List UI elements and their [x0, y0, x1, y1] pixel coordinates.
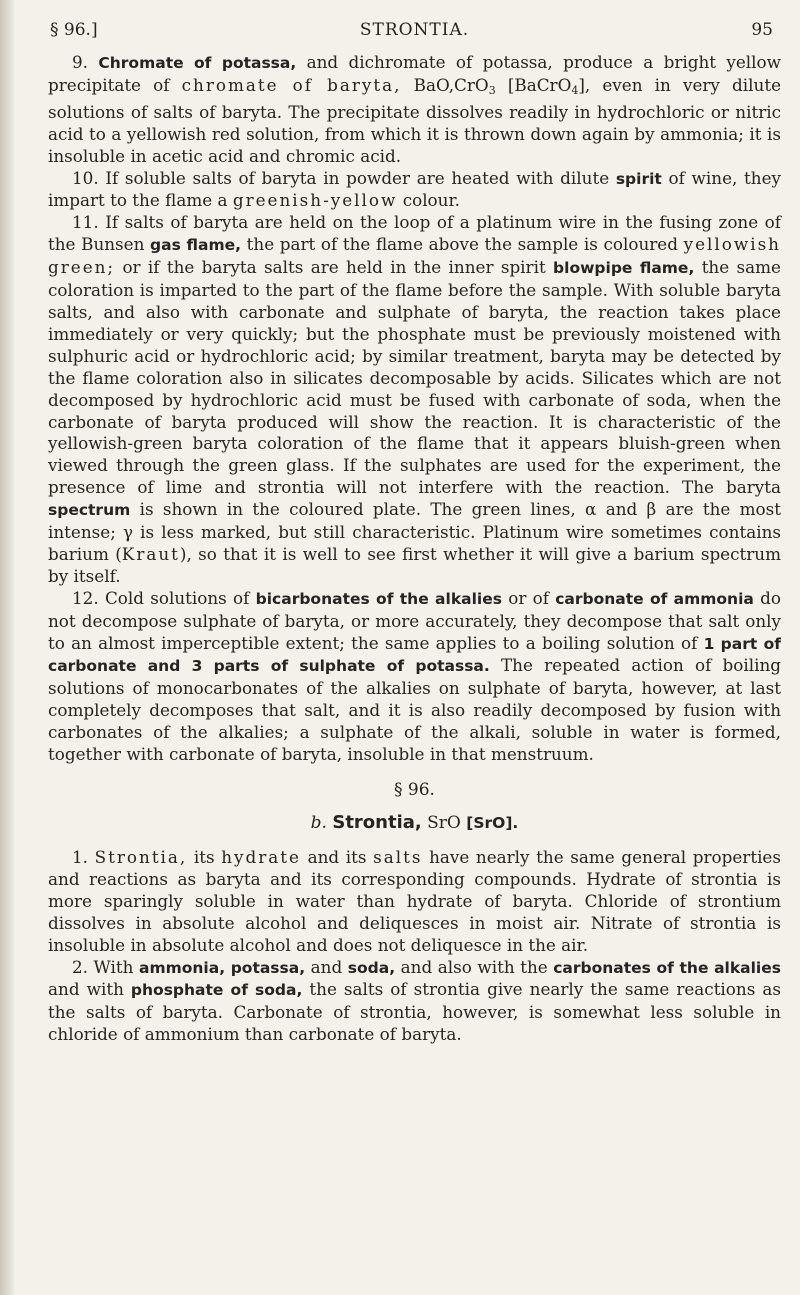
text-run: have nearly the same general properties and reactions as baryta and its corresponding compounds. Hydrate of strontia is more sparingly soluble in water than hydrate of baryta. Chloride of strontium dissolves in absolute alcohol and deliquesces in moist air. Nitrate of strontia is insoluble in absolute alcohol and does not deliquesce in the air. — [48, 847, 781, 955]
text-run: 11. If salts of baryta are held on the loop of a platinum wire in the fusing zone of the Bunsen — [48, 212, 781, 255]
spaced-term: greenish-yellow — [232, 190, 398, 211]
strontia-paragraph-1 — [48, 847, 781, 957]
text-run: ), so that it is well to see first whether it will give a barium spectrum by itself. — [48, 543, 782, 586]
bold-term: carbonate of — [555, 589, 668, 608]
text-run: 10. If soluble salts of baryta in powder are heated with dilute — [72, 167, 616, 188]
text-run: or of — [501, 587, 556, 608]
paragraph-12 — [48, 588, 781, 766]
text-run: and its — [300, 847, 374, 867]
text-run: and also with the — [395, 956, 554, 977]
text-run: and with — [48, 979, 131, 1000]
strontia-paragraph-2 — [48, 957, 781, 1047]
header-title: STRONTIA. — [359, 20, 470, 40]
text-run: of wine, they impart to the flame a — [48, 167, 781, 211]
header-section-ref: § 96.] — [50, 20, 98, 40]
paragraph-9 — [48, 52, 781, 168]
spaced-term: salts — [373, 847, 423, 867]
paragraph-11 — [48, 212, 781, 587]
text-run: 12. Cold solutions of — [72, 587, 256, 608]
text-run: [BaCrO — [495, 74, 572, 95]
bold-term: spirit — [615, 169, 662, 188]
subsection-letter: b. — [310, 813, 327, 833]
page-gutter-edge — [0, 0, 14, 1295]
text-run: and — [305, 956, 348, 977]
subscript: 3 — [488, 83, 496, 97]
text-run: BaO,CrO — [401, 74, 489, 95]
bold-term: 1 part of carbonate and 3 parts of sulphate of potassa. — [48, 634, 781, 676]
text-run: is shown in the coloured plate. The green lines, α and β are the most intense; γ is less marked, but still characteristic. Platinum wire sometimes contains barium ( — [48, 499, 781, 564]
text-run: or if the baryta salts are held in the inner spirit — [115, 257, 554, 278]
text-run: The repeated action of boiling solutions of monocarbonates of the alkalies on sulphate of baryta, however, at last completely decomposes that salt, and it is also readily decomposed by fusion with carbonates of the alkalies; a sulphate of the alkali, soluble in water is formed, together with carbonate of baryta, insoluble in that menstruum. — [48, 655, 781, 765]
bold-term: Chromate of potassa, — [98, 54, 297, 72]
spaced-term: Strontia, — [94, 847, 188, 867]
running-head — [48, 20, 781, 44]
page-number: 95 — [751, 20, 773, 40]
paragraph-10 — [48, 168, 781, 213]
spaced-term: hydrate — [221, 847, 301, 867]
bold-term: gas flame, — [150, 236, 242, 255]
text-run: its — [187, 847, 222, 867]
text-run: the part of the flame above the sample is coloured — [241, 234, 684, 255]
bold-term: bicarbonates of the alkalies — [255, 589, 502, 608]
spaced-term: Kraut — [121, 543, 180, 564]
text-run: ], even in very dilute solutions of salts of baryta. The precipitate dissolves readily in hydrochloric or nitric acid to a yellowish red solution, from which it is thrown down again by ammonia; it is insoluble in acetic acid and chromic acid. — [48, 74, 781, 166]
book-page — [48, 0, 781, 1295]
section-heading: § 96. — [394, 780, 435, 800]
subsection-formula: SrO — [427, 813, 461, 833]
spaced-term: yellowish green; — [48, 234, 781, 278]
subsection-title — [48, 812, 781, 833]
text-run: and dichromate of potassa, produce a bright yellow precipitate of — [48, 52, 781, 95]
text-run: the same coloration is imparted to the part of the flame before the sample. With soluble baryta salts, and also with carbonate and sulphate of baryta, the reaction takes place immediately or very quickly; but the phosphate must be previously moistened with sulphuric acid or hydrochloric acid; by similar treatment, baryta may be detected by the flame coloration also in silicates decomposable by acids. Silicates which are not decomposed by hydrochloric acid must be fused with carbonate of soda, when the carbonate of baryta produced will show the reaction. It is characteristic of the yellowish-green baryta coloration of the flame that it appears bluish-green when viewed through the green glass. If the sulphates are used for the experiment, the presence of lime and strontia will not interfere with the reaction. The baryta — [48, 257, 781, 498]
bold-term: ammonia — [673, 589, 754, 608]
page-body — [48, 52, 781, 1046]
subsection-name: Strontia, — [332, 812, 422, 833]
text-run: colour. — [397, 190, 460, 211]
text-run: do not decompose sulphate of baryta, or more accurately, they decompose that salt only to an almost imperceptible extent; the same applies to a boiling solution of — [48, 587, 781, 653]
bold-term: blowpipe flame, — [553, 259, 695, 278]
text-run: the salts of strontia give nearly the same reactions as the salts of baryta. Carbonate of strontia, however, is somewhat less soluble in chloride of ammonium than carbonate of baryta. — [48, 979, 781, 1045]
bold-term: spectrum — [48, 501, 131, 520]
text-run: 1. — [72, 847, 95, 867]
bold-term: ammonia, potassa, — [138, 958, 306, 977]
bold-term: phosphate of soda, — [130, 981, 303, 1000]
subsection-bracket-formula: [SrO]. — [466, 814, 519, 832]
spaced-term: chromate of baryta, — [181, 74, 402, 95]
text-run: 2. With — [72, 956, 139, 977]
paragraph-number: 9. — [72, 52, 89, 72]
subscript: 4 — [571, 83, 579, 97]
bold-term: soda, — [347, 958, 396, 977]
bold-term: carbonates of the alkalies — [553, 958, 781, 977]
